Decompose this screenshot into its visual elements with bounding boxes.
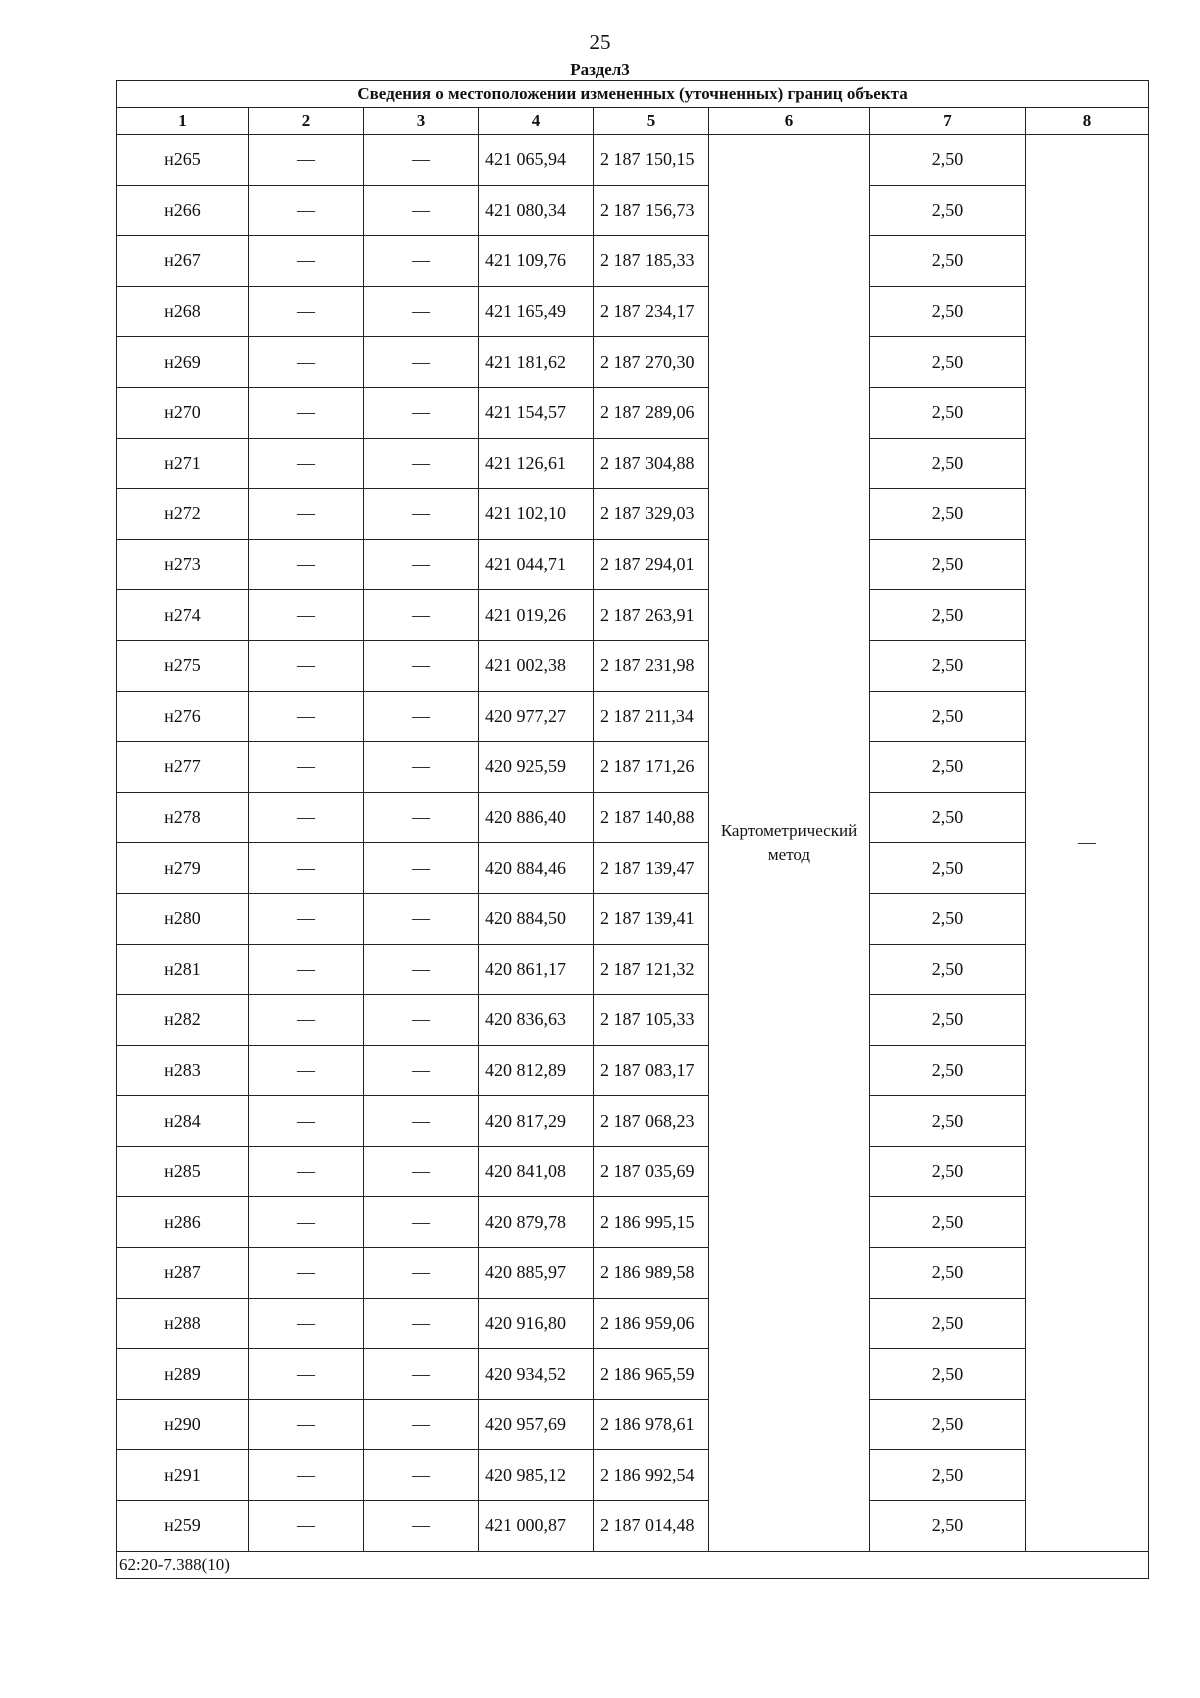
accuracy-cell: 2,50	[870, 1146, 1026, 1197]
x-coordinate-cell: 420 886,40	[479, 792, 594, 843]
x-coordinate-cell: 420 957,69	[479, 1399, 594, 1450]
point-cell: н289	[117, 1349, 249, 1400]
y-coordinate-cell: 2 187 139,41	[594, 893, 709, 944]
x-coordinate-cell: 421 154,57	[479, 387, 594, 438]
table-row	[117, 590, 1149, 641]
x-coordinate-cell: 420 836,63	[479, 995, 594, 1046]
dash-cell: —	[364, 792, 479, 843]
x-coordinate-cell: 421 044,71	[479, 539, 594, 590]
y-coordinate-cell: 2 187 329,03	[594, 489, 709, 540]
table-row	[117, 1045, 1149, 1096]
accuracy-cell: 2,50	[870, 995, 1026, 1046]
dash-cell: —	[364, 387, 479, 438]
dash-cell: —	[249, 1349, 364, 1400]
point-cell: н286	[117, 1197, 249, 1248]
x-coordinate-cell: 421 126,61	[479, 438, 594, 489]
dash-cell: —	[249, 1501, 364, 1552]
point-cell: н279	[117, 843, 249, 894]
point-cell: н291	[117, 1450, 249, 1501]
x-coordinate-cell: 421 102,10	[479, 489, 594, 540]
dash-cell: —	[364, 135, 479, 186]
x-coordinate-cell: 420 817,29	[479, 1096, 594, 1147]
y-coordinate-cell: 2 187 014,48	[594, 1501, 709, 1552]
point-cell: н290	[117, 1399, 249, 1450]
accuracy-cell: 2,50	[870, 236, 1026, 287]
dash-cell: —	[364, 489, 479, 540]
dash-cell: —	[249, 843, 364, 894]
table-row	[117, 185, 1149, 236]
dash-cell: —	[364, 944, 479, 995]
y-coordinate-cell: 2 187 304,88	[594, 438, 709, 489]
x-coordinate-cell: 421 109,76	[479, 236, 594, 287]
dash-cell: —	[364, 337, 479, 388]
point-cell: н271	[117, 438, 249, 489]
y-coordinate-cell: 2 187 140,88	[594, 792, 709, 843]
table-row	[117, 1399, 1149, 1450]
dash-cell: —	[364, 1096, 479, 1147]
table-row	[117, 893, 1149, 944]
boundary-table	[116, 80, 1149, 1579]
x-coordinate-cell: 420 812,89	[479, 1045, 594, 1096]
dash-cell: —	[249, 1298, 364, 1349]
dash-cell: —	[249, 1248, 364, 1299]
table-row	[117, 539, 1149, 590]
column-header: 8	[1026, 108, 1149, 135]
table-row	[117, 1248, 1149, 1299]
point-cell: н259	[117, 1501, 249, 1552]
accuracy-cell: 2,50	[870, 792, 1026, 843]
y-coordinate-cell: 2 187 068,23	[594, 1096, 709, 1147]
dash-cell: —	[249, 995, 364, 1046]
table-row	[117, 742, 1149, 793]
y-coordinate-cell: 2 186 978,61	[594, 1399, 709, 1450]
y-coordinate-cell: 2 187 211,34	[594, 691, 709, 742]
x-coordinate-cell: 420 884,50	[479, 893, 594, 944]
table-row	[117, 640, 1149, 691]
dash-cell: —	[364, 1197, 479, 1248]
dash-cell: —	[364, 893, 479, 944]
y-coordinate-cell: 2 187 270,30	[594, 337, 709, 388]
dash-cell: —	[249, 539, 364, 590]
dash-cell: —	[364, 1399, 479, 1450]
point-cell: н267	[117, 236, 249, 287]
dash-cell: —	[364, 742, 479, 793]
table-row	[117, 236, 1149, 287]
x-coordinate-cell: 420 841,08	[479, 1146, 594, 1197]
dash-cell: —	[364, 539, 479, 590]
point-cell: н282	[117, 995, 249, 1046]
table-row	[117, 489, 1149, 540]
y-coordinate-cell: 2 187 263,91	[594, 590, 709, 641]
table-row	[117, 387, 1149, 438]
x-coordinate-cell: 421 019,26	[479, 590, 594, 641]
point-cell: н272	[117, 489, 249, 540]
accuracy-cell: 2,50	[870, 893, 1026, 944]
table-row	[117, 1349, 1149, 1400]
dash-cell: —	[249, 742, 364, 793]
x-coordinate-cell: 421 000,87	[479, 1501, 594, 1552]
dash-cell: —	[364, 843, 479, 894]
table-row	[117, 1501, 1149, 1552]
accuracy-cell: 2,50	[870, 185, 1026, 236]
point-cell: н275	[117, 640, 249, 691]
y-coordinate-cell: 2 186 959,06	[594, 1298, 709, 1349]
point-cell: н280	[117, 893, 249, 944]
table-row	[117, 995, 1149, 1046]
dash-cell: —	[249, 185, 364, 236]
table-row	[117, 286, 1149, 337]
accuracy-cell: 2,50	[870, 337, 1026, 388]
accuracy-cell: 2,50	[870, 1450, 1026, 1501]
accuracy-cell: 2,50	[870, 691, 1026, 742]
y-coordinate-cell: 2 187 139,47	[594, 843, 709, 894]
cadastral-footer: 62:20-7.388(10)	[117, 1551, 1149, 1578]
x-coordinate-cell: 420 925,59	[479, 742, 594, 793]
y-coordinate-cell: 2 187 083,17	[594, 1045, 709, 1096]
accuracy-cell: 2,50	[870, 1248, 1026, 1299]
dash-cell: —	[249, 236, 364, 287]
table-row	[117, 792, 1149, 843]
dash-cell: —	[249, 1197, 364, 1248]
dash-cell: —	[249, 1096, 364, 1147]
x-coordinate-cell: 421 080,34	[479, 185, 594, 236]
accuracy-cell: 2,50	[870, 1501, 1026, 1552]
y-coordinate-cell: 2 187 121,32	[594, 944, 709, 995]
accuracy-cell: 2,50	[870, 742, 1026, 793]
y-coordinate-cell: 2 186 992,54	[594, 1450, 709, 1501]
page-number: 25	[589, 30, 611, 54]
point-cell: н281	[117, 944, 249, 995]
dash-cell: —	[249, 590, 364, 641]
table-row	[117, 1146, 1149, 1197]
accuracy-cell: 2,50	[870, 590, 1026, 641]
dash-cell: —	[364, 691, 479, 742]
dash-cell: —	[364, 1045, 479, 1096]
point-cell: н276	[117, 691, 249, 742]
dash-cell: —	[364, 438, 479, 489]
dash-cell: —	[249, 1045, 364, 1096]
accuracy-cell: 2,50	[870, 1045, 1026, 1096]
y-coordinate-cell: 2 187 294,01	[594, 539, 709, 590]
column-header: 7	[870, 108, 1026, 135]
dash-cell: —	[249, 135, 364, 186]
y-coordinate-cell: 2 187 289,06	[594, 387, 709, 438]
point-cell: н269	[117, 337, 249, 388]
table-row	[117, 843, 1149, 894]
y-coordinate-cell: 2 187 171,26	[594, 742, 709, 793]
point-cell: н266	[117, 185, 249, 236]
dash-cell: —	[249, 1450, 364, 1501]
accuracy-cell: 2,50	[870, 135, 1026, 186]
table-row	[117, 438, 1149, 489]
point-cell: н265	[117, 135, 249, 186]
dash-cell: —	[364, 286, 479, 337]
y-coordinate-cell: 2 187 234,17	[594, 286, 709, 337]
point-cell: н283	[117, 1045, 249, 1096]
dash-cell: —	[364, 995, 479, 1046]
dash-cell: —	[249, 286, 364, 337]
x-coordinate-cell: 420 977,27	[479, 691, 594, 742]
accuracy-cell: 2,50	[870, 1399, 1026, 1450]
point-cell: н273	[117, 539, 249, 590]
dash-cell: —	[364, 1501, 479, 1552]
x-coordinate-cell: 421 165,49	[479, 286, 594, 337]
accuracy-cell: 2,50	[870, 286, 1026, 337]
y-coordinate-cell: 2 187 150,15	[594, 135, 709, 186]
column-header-row	[117, 108, 1149, 135]
point-cell: н268	[117, 286, 249, 337]
accuracy-cell: 2,50	[870, 387, 1026, 438]
point-cell: н285	[117, 1146, 249, 1197]
dash-cell: —	[249, 792, 364, 843]
dash-cell: —	[249, 944, 364, 995]
x-coordinate-cell: 420 985,12	[479, 1450, 594, 1501]
section-title: Раздел3	[570, 60, 630, 79]
dash-cell: —	[364, 1450, 479, 1501]
accuracy-cell: 2,50	[870, 843, 1026, 894]
dash-cell: —	[249, 1146, 364, 1197]
accuracy-cell: 2,50	[870, 489, 1026, 540]
table-row	[117, 1298, 1149, 1349]
accuracy-cell: 2,50	[870, 640, 1026, 691]
table-row	[117, 1197, 1149, 1248]
x-coordinate-cell: 420 879,78	[479, 1197, 594, 1248]
dash-cell: —	[249, 438, 364, 489]
dash-cell: —	[364, 236, 479, 287]
point-cell: н274	[117, 590, 249, 641]
table-row	[117, 337, 1149, 388]
dash-cell: —	[249, 489, 364, 540]
table-title: Сведения о местоположении измененных (уточненных) границ объекта	[117, 81, 1149, 108]
column-header: 2	[249, 108, 364, 135]
point-cell: н270	[117, 387, 249, 438]
x-coordinate-cell: 421 002,38	[479, 640, 594, 691]
point-cell: н284	[117, 1096, 249, 1147]
column-header: 3	[364, 108, 479, 135]
y-coordinate-cell: 2 187 185,33	[594, 236, 709, 287]
column8-cell: —	[1026, 135, 1149, 1552]
point-cell: н278	[117, 792, 249, 843]
y-coordinate-cell: 2 187 105,33	[594, 995, 709, 1046]
dash-cell: —	[249, 691, 364, 742]
accuracy-cell: 2,50	[870, 539, 1026, 590]
dash-cell: —	[364, 185, 479, 236]
accuracy-cell: 2,50	[870, 1349, 1026, 1400]
column-header: 6	[709, 108, 870, 135]
column-header: 5	[594, 108, 709, 135]
table-row	[117, 1450, 1149, 1501]
dash-cell: —	[249, 640, 364, 691]
accuracy-cell: 2,50	[870, 944, 1026, 995]
x-coordinate-cell: 420 884,46	[479, 843, 594, 894]
dash-cell: —	[364, 1248, 479, 1299]
dash-cell: —	[249, 1399, 364, 1450]
x-coordinate-cell: 420 934,52	[479, 1349, 594, 1400]
accuracy-cell: 2,50	[870, 1197, 1026, 1248]
dash-cell: —	[249, 387, 364, 438]
accuracy-cell: 2,50	[870, 438, 1026, 489]
x-coordinate-cell: 421 065,94	[479, 135, 594, 186]
dash-cell: —	[364, 640, 479, 691]
table-row	[117, 1096, 1149, 1147]
y-coordinate-cell: 2 186 989,58	[594, 1248, 709, 1299]
table-row	[117, 691, 1149, 742]
table-row	[117, 135, 1149, 186]
dash-cell: —	[364, 1146, 479, 1197]
point-cell: н287	[117, 1248, 249, 1299]
dash-cell: —	[364, 590, 479, 641]
accuracy-cell: 2,50	[870, 1298, 1026, 1349]
dash-cell: —	[364, 1298, 479, 1349]
x-coordinate-cell: 420 885,97	[479, 1248, 594, 1299]
column-header: 4	[479, 108, 594, 135]
y-coordinate-cell: 2 187 156,73	[594, 185, 709, 236]
point-cell: н277	[117, 742, 249, 793]
dash-cell: —	[249, 893, 364, 944]
table-row	[117, 944, 1149, 995]
method-cell: Картометрический метод	[709, 135, 870, 1552]
x-coordinate-cell: 420 861,17	[479, 944, 594, 995]
y-coordinate-cell: 2 186 965,59	[594, 1349, 709, 1400]
point-cell: н288	[117, 1298, 249, 1349]
dash-cell: —	[249, 337, 364, 388]
dash-cell: —	[364, 1349, 479, 1400]
column-header: 1	[117, 108, 249, 135]
y-coordinate-cell: 2 187 035,69	[594, 1146, 709, 1197]
x-coordinate-cell: 420 916,80	[479, 1298, 594, 1349]
y-coordinate-cell: 2 187 231,98	[594, 640, 709, 691]
y-coordinate-cell: 2 186 995,15	[594, 1197, 709, 1248]
accuracy-cell: 2,50	[870, 1096, 1026, 1147]
x-coordinate-cell: 421 181,62	[479, 337, 594, 388]
